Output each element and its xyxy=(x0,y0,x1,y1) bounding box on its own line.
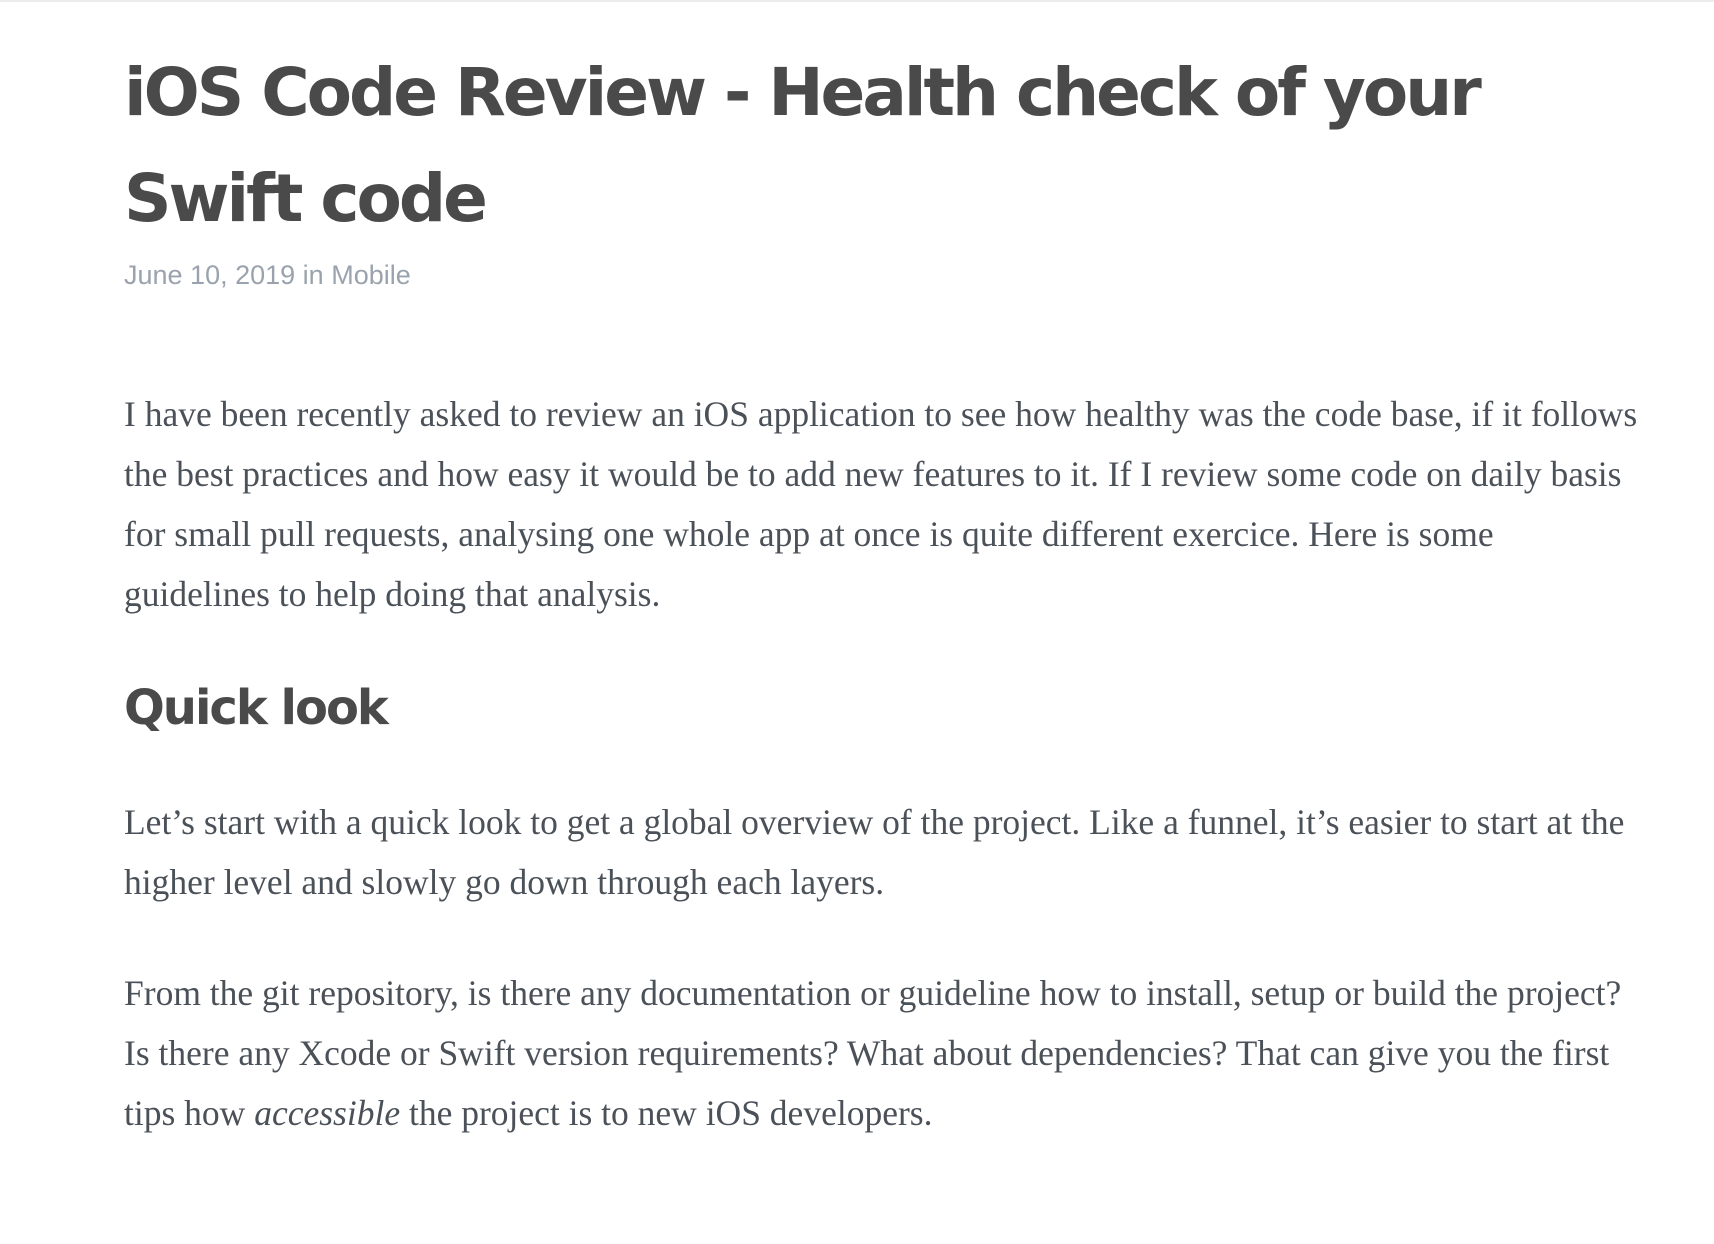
section-heading-quick-look: Quick look xyxy=(124,680,387,736)
emphasis-accessible: accessible xyxy=(254,1093,401,1133)
repository-paragraph-text-start: From the git repository, is there any documentation or guideline how to install, setup or build the project? Is there any Xcode or Swift version requirements? What about dependencies? That can give you the first tips how xyxy=(124,973,1622,1133)
repository-paragraph xyxy=(124,963,1644,1143)
repository-paragraph-text-end: the project is to new iOS developers. xyxy=(400,1093,933,1133)
post-title: iOS Code Review - Health check of your Swift code xyxy=(124,54,1479,237)
post-meta-in: in xyxy=(302,260,324,290)
quick-look-paragraph: Let’s start with a quick look to get a global overview of the project. Like a funnel, it’s easier to start at the higher level and slowly go down through each layers. xyxy=(124,802,1625,902)
post-category-link[interactable]: Mobile xyxy=(331,260,411,290)
intro-paragraph: I have been recently asked to review an iOS application to see how healthy was the code base, if it follows the best practices and how easy it would be to add new features to it. If I review some code on daily basis for small pull requests, analysing one whole app at once is quite different exercice. Here is some guidelines to help doing that analysis. xyxy=(124,394,1638,614)
post-body xyxy=(124,384,1644,1143)
blog-post xyxy=(124,40,1644,1194)
post-meta xyxy=(124,258,1644,292)
post-header xyxy=(124,40,1644,292)
top-divider xyxy=(0,0,1714,2)
post-date: June 10, 2019 xyxy=(124,260,296,290)
